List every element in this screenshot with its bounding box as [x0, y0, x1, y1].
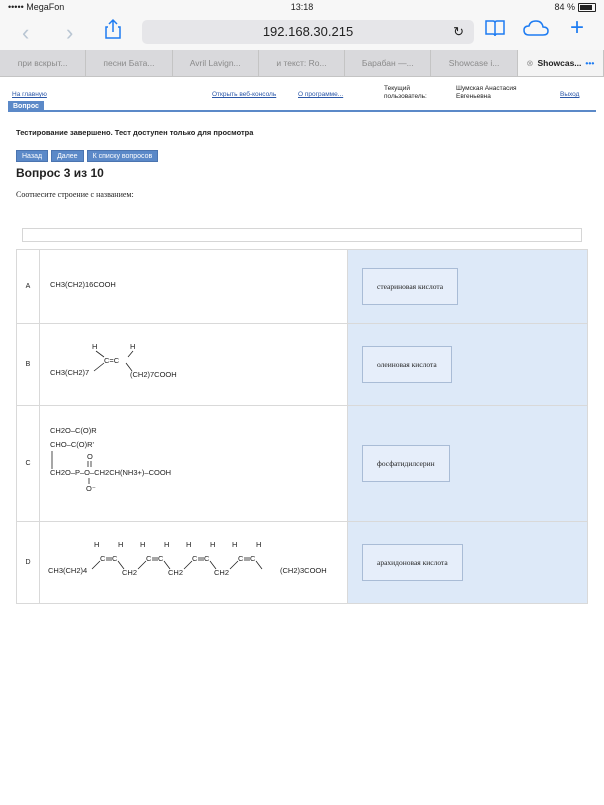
formula-text: CH3(CH2)16COOH [50, 280, 116, 289]
formula-h: H [92, 342, 98, 351]
status-bar [0, 0, 604, 14]
reload-icon[interactable]: ↻ [453, 24, 464, 39]
formula-left: CH3(CH2)7 [50, 368, 90, 377]
browser-tab[interactable]: и текст: Ro... [259, 50, 345, 76]
row-letter: A [17, 250, 40, 324]
formula-line: CH2O–P–O–CH2CH(NH3+)–COOH [50, 468, 172, 477]
new-tab-icon[interactable]: + [570, 14, 585, 41]
structure-cell [40, 250, 348, 324]
bond-line [184, 561, 192, 569]
active-browser-tab[interactable] [518, 50, 604, 76]
active-tab-label: Showcas... [537, 58, 582, 68]
formula-carbon: C [250, 554, 256, 563]
browser-tab[interactable]: песни Бата... [86, 50, 172, 76]
structure-cell [40, 406, 348, 522]
bond-line [138, 561, 146, 569]
answer-cell [348, 250, 588, 324]
close-tab-icon[interactable]: ⊗ [526, 58, 534, 68]
formula-h: H [256, 540, 262, 549]
forward-arrow-icon[interactable]: › [66, 20, 74, 45]
formula-stearic [46, 269, 336, 299]
current-user-label: Текущий пользователь: [384, 85, 427, 100]
question-title: Вопрос 3 из 10 [16, 166, 104, 180]
formula-ch2: CH2 [168, 568, 184, 577]
formula-h: H [210, 540, 216, 549]
bond-line [92, 561, 100, 569]
matching-table [16, 249, 588, 604]
answer-cell [348, 324, 588, 406]
section-divider [8, 110, 596, 112]
bookmarks-icon[interactable] [484, 18, 506, 44]
table-row [17, 406, 588, 522]
logout-link[interactable]: Выход [560, 91, 580, 98]
formula-right: (CH2)3COOH [280, 566, 327, 575]
battery-percent: 84 % [554, 1, 575, 12]
question-list-button[interactable]: К списку вопросов [87, 150, 159, 162]
navigation-buttons [16, 150, 158, 162]
formula-h: H [140, 540, 146, 549]
clock: 13:18 [290, 2, 314, 12]
more-icon[interactable]: ••• [585, 58, 595, 68]
formula-line: CHO–C(O)R' [50, 440, 94, 449]
header-links [0, 83, 604, 103]
about-link[interactable]: О программе... [298, 91, 344, 98]
answer-cell [348, 406, 588, 522]
bond-line [230, 561, 238, 569]
battery-icon [578, 3, 596, 12]
formula-h: H [164, 540, 170, 549]
cloud-icon[interactable] [522, 18, 550, 44]
answer-option[interactable]: олеиновая кислота [362, 346, 452, 383]
answer-option[interactable]: фосфатидилсерин [362, 445, 450, 482]
current-user-name: Шумская Анастасия Евгеньевна [456, 85, 517, 100]
answer-option[interactable]: арахидоновая кислота [362, 544, 463, 581]
formula-oleic [46, 337, 336, 387]
address-text: 192.168.30.215 [262, 24, 354, 39]
row-letter: C [17, 406, 40, 522]
formula-h: H [232, 540, 238, 549]
tab-bar [0, 50, 604, 77]
table-row [17, 250, 588, 324]
browser-toolbar [0, 14, 604, 50]
table-row [17, 522, 588, 604]
browser-tab[interactable]: при вскрыт... [0, 50, 86, 76]
formula-arachidonic [46, 535, 340, 585]
formula-ch2: CH2 [122, 568, 138, 577]
next-button[interactable]: Далее [51, 150, 84, 162]
formula-carbon: C [192, 554, 198, 563]
address-bar[interactable] [142, 20, 474, 44]
section-tab-question[interactable]: Вопрос [8, 101, 44, 112]
share-icon[interactable] [104, 18, 122, 46]
formula-phosphatidylserine [46, 421, 336, 501]
formula-h: H [130, 342, 136, 351]
answer-option[interactable]: стеариновая кислота [362, 268, 458, 305]
formula-o-bottom: O⁻ [86, 484, 96, 493]
formula-line: CH2O–C(O)R [50, 426, 97, 435]
formula-carbon: C [204, 554, 210, 563]
formula-double-bond: C=C [104, 356, 120, 365]
status-message: Тестирование завершено. Тест доступен только для просмотра [16, 128, 254, 137]
question-text: Соотнесите строение с названием: [16, 190, 134, 199]
structure-cell [40, 522, 348, 604]
table-row [17, 324, 588, 406]
formula-h: H [118, 540, 124, 549]
formula-h: H [94, 540, 100, 549]
browser-tab[interactable]: Барабан —... [345, 50, 431, 76]
home-link[interactable]: На главную [12, 91, 47, 98]
formula-carbon: C [112, 554, 118, 563]
formula-right: (CH2)7COOH [130, 370, 177, 379]
browser-tab[interactable]: Avril Lavign... [173, 50, 259, 76]
back-button[interactable]: Назад [16, 150, 48, 162]
row-letter: D [17, 522, 40, 604]
formula-carbon: C [100, 554, 106, 563]
structure-cell [40, 324, 348, 406]
formula-ch2: CH2 [214, 568, 230, 577]
answer-placeholder-box [22, 228, 582, 242]
web-console-link[interactable]: Открыть веб-консоль [212, 91, 277, 98]
row-letter: B [17, 324, 40, 406]
bond-line [256, 561, 262, 569]
back-arrow-icon[interactable]: ‹ [22, 20, 30, 45]
formula-h: H [186, 540, 192, 549]
answer-cell [348, 522, 588, 604]
browser-tab[interactable]: Showcase i... [431, 50, 517, 76]
formula-o-top: O [87, 452, 93, 461]
formula-carbon: C [146, 554, 152, 563]
formula-carbon: C [238, 554, 244, 563]
formula-carbon: C [158, 554, 164, 563]
carrier-label: ••••• MegaFon [8, 2, 65, 12]
page-content [0, 77, 604, 805]
formula-left: CH3(CH2)4 [48, 566, 88, 575]
